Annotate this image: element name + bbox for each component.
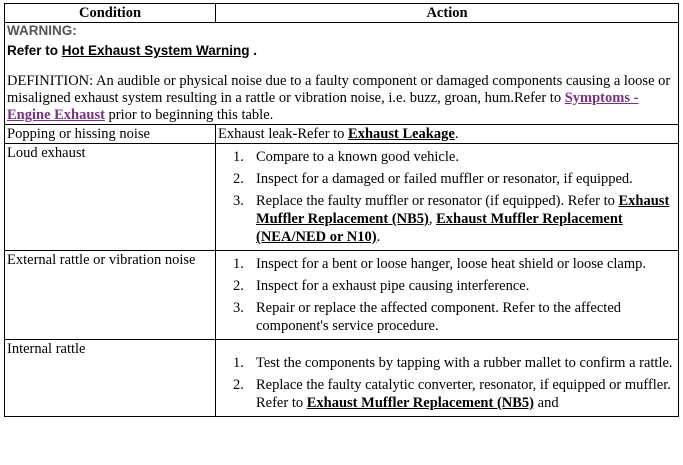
step-text: Inspect for a bent or loose hanger, loose heat shield or loose clamp. — [256, 256, 646, 272]
step-list — [218, 148, 676, 246]
step-text: Replace the faulty catalytic converter, resonator, if equipped or muffler. Refer to — [256, 377, 671, 411]
step-text: Inspect for a exhaust pipe causing interference. — [256, 278, 530, 294]
table-header-row — [5, 4, 679, 23]
list-item — [233, 148, 676, 166]
list-item — [233, 170, 676, 188]
table-row — [5, 125, 679, 144]
exhaust-leakage-link[interactable]: Exhaust Leakage — [348, 126, 455, 142]
step-text: Test the components by tapping with a rubber mallet to confirm a rattle. — [256, 355, 673, 371]
step-number: 2. — [233, 278, 244, 294]
step-end: . — [376, 229, 381, 245]
list-item — [233, 354, 676, 372]
warning-row — [5, 23, 679, 125]
action-cell — [216, 144, 679, 251]
action-cell — [216, 125, 679, 144]
list-item — [233, 376, 676, 412]
muffler-replacement-nea-link[interactable]: Exhaust Muffler Replacement (NEA/NED or N10) — [256, 211, 623, 245]
link-separator: , — [428, 211, 437, 227]
step-number: 1. — [233, 355, 244, 371]
definition-suffix: prior to beginning this table. — [104, 107, 274, 123]
symptoms-engine-exhaust-link[interactable]: Symptoms - Engine Exhaust — [7, 90, 639, 123]
step-number: 2. — [233, 377, 244, 393]
step-end: and — [534, 395, 559, 411]
list-item — [233, 299, 676, 335]
step-text: Inspect for a damaged or failed muffler or resonator, if equipped. — [256, 171, 633, 187]
action-prefix: Exhaust leak-Refer to — [218, 126, 349, 142]
action-cell — [216, 251, 679, 340]
step-text: Repair or replace the affected component. Refer to the affected component's service procedure. — [256, 300, 621, 334]
muffler-replacement-nb5-link[interactable]: Exhaust Muffler Replacement (NB5) — [256, 193, 670, 227]
step-number: 3. — [233, 193, 244, 209]
condition-cell: Popping or hissing noise — [5, 125, 216, 144]
condition-cell: Internal rattle — [5, 340, 216, 417]
list-item — [233, 255, 676, 273]
warning-refer — [7, 42, 676, 60]
step-number: 1. — [233, 149, 244, 165]
hot-exhaust-warning-link[interactable]: Hot Exhaust System Warning — [61, 43, 250, 58]
step-number: 2. — [233, 171, 244, 187]
step-number: 3. — [233, 300, 244, 316]
diagnostic-table-container — [4, 3, 679, 417]
warning-refer-prefix: Refer to — [7, 43, 62, 58]
definition-text — [7, 73, 676, 124]
table-row — [5, 340, 679, 417]
warning-refer-suffix: . — [249, 43, 258, 58]
action-cell — [216, 340, 679, 417]
condition-cell: External rattle or vibration noise — [5, 251, 216, 340]
definition-body: DEFINITION: An audible or physical noise due to a faulty component or damaged components causing a loose or misaligned exhaust system resulting in a rattle or vibration noise, i.e. buzz, groan, hum.Refer to — [7, 73, 671, 106]
diagnostic-table — [4, 3, 679, 417]
step-number: 1. — [233, 256, 244, 272]
muffler-replacement-nb5-link[interactable]: Exhaust Muffler Replacement (NB5) — [306, 395, 535, 411]
warning-cell — [5, 23, 679, 125]
condition-cell: Loud exhaust — [5, 144, 216, 251]
warning-label: WARNING: — [7, 23, 77, 38]
step-text: Compare to a known good vehicle. — [256, 149, 459, 165]
step-list — [218, 255, 676, 335]
table-row — [5, 251, 679, 340]
list-item — [233, 277, 676, 295]
list-item — [233, 192, 676, 246]
action-header: Action — [216, 4, 679, 23]
step-list — [218, 354, 676, 412]
condition-header: Condition — [5, 4, 216, 23]
action-suffix: . — [454, 126, 459, 142]
table-row — [5, 144, 679, 251]
step-text: Replace the faulty muffler or resonator (if equipped). Refer to — [256, 193, 619, 209]
